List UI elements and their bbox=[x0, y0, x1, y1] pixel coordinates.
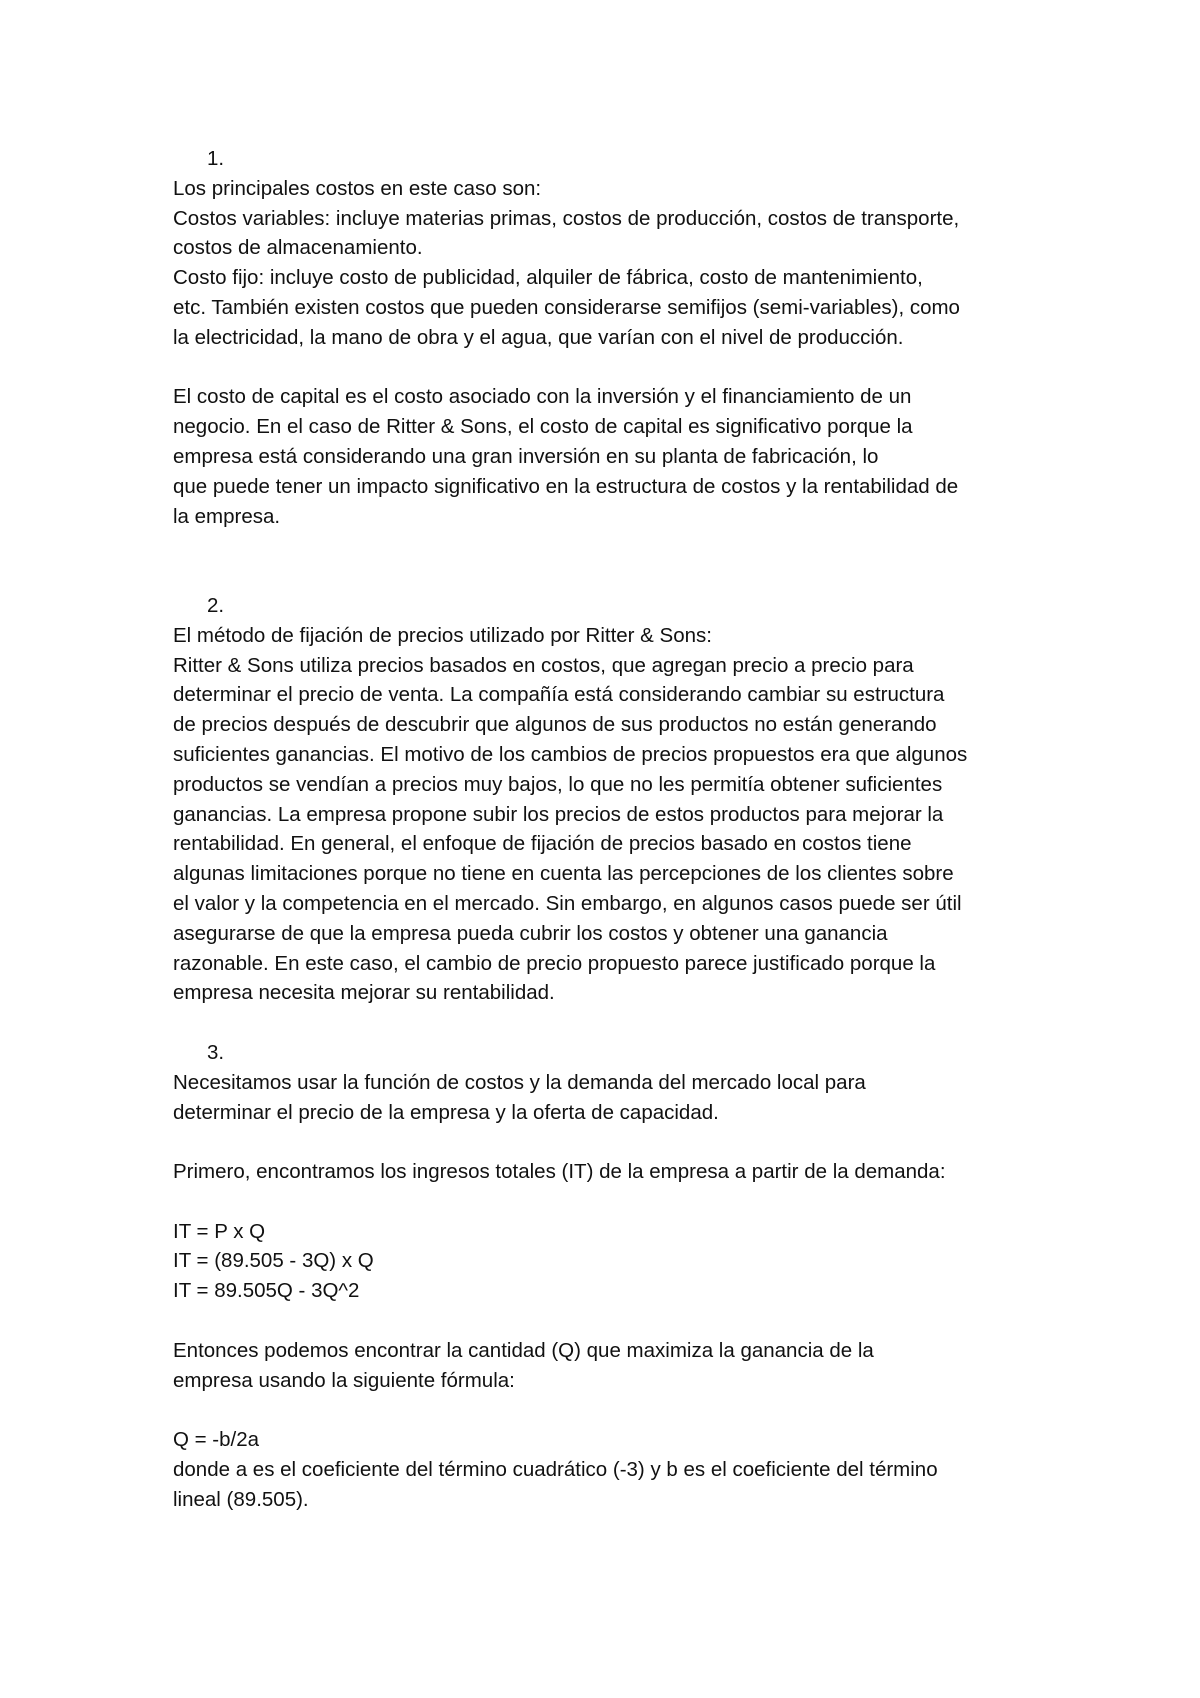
explanation-line: donde a es el coeficiente del término cuadrático (-3) y b es el coeficiente del término bbox=[173, 1458, 938, 1482]
capital-cost-paragraph-line: la empresa. bbox=[173, 504, 281, 528]
capital-cost-paragraph-line: negocio. En el caso de Ritter & Sons, el costo de capital es significativo porque la bbox=[173, 415, 913, 439]
section-2-line: razonable. En este caso, el cambio de precio propuesto parece justificado porque la bbox=[173, 951, 936, 975]
explanation-line: lineal (89.505). bbox=[173, 1487, 309, 1511]
capital-cost-paragraph-line: El costo de capital es el costo asociado con la inversión y el financiamiento de un bbox=[173, 385, 912, 409]
blank-line bbox=[173, 353, 1073, 383]
section-2-line: ganancias. La empresa propone subir los precios de estos productos para mejorar la bbox=[173, 802, 944, 826]
equation-line: IT = (89.505 - 3Q) x Q bbox=[173, 1249, 374, 1273]
document-body bbox=[173, 144, 1073, 1515]
section-2-line: el valor y la competencia en el mercado. Sin embargo, en algunos casos puede ser útil bbox=[173, 891, 962, 915]
section-2-line: suficientes ganancias. El motivo de los cambios de precios propuestos era que algunos bbox=[173, 742, 968, 766]
blank-line bbox=[173, 1395, 1073, 1425]
section-2-line: algunas limitaciones porque no tiene en cuenta las percepciones de los clientes sobre bbox=[173, 862, 954, 886]
section-3-step-1: Primero, encontramos los ingresos totales (IT) de la empresa a partir de la demanda: bbox=[173, 1160, 946, 1184]
section-2-number: 2. bbox=[207, 593, 225, 617]
blank-line bbox=[173, 1306, 1073, 1336]
section-3-number: 3. bbox=[207, 1040, 225, 1064]
section-1-line: Costo fijo: incluye costo de publicidad, alquiler de fábrica, costo de mantenimiento, bbox=[173, 266, 923, 290]
equation-line: IT = P x Q bbox=[173, 1219, 266, 1243]
section-1-number: 1. bbox=[207, 147, 225, 170]
section-2-line: asegurarse de que la empresa pueda cubrir los costos y obtener una ganancia bbox=[173, 921, 888, 945]
section-2-line: de precios después de descubrir que algunos de sus productos no están generando bbox=[173, 713, 937, 737]
section-1-line: la electricidad, la mano de obra y el agua, que varían con el nivel de producción. bbox=[173, 325, 904, 349]
section-2-line: rentabilidad. En general, el enfoque de fijación de precios basado en costos tiene bbox=[173, 832, 912, 856]
section-3-step-2-line: Entonces podemos encontrar la cantidad (Q) que maximiza la ganancia de la bbox=[173, 1338, 874, 1362]
capital-cost-paragraph-line: que puede tener un impacto significativo en la estructura de costos y la rentabilidad de bbox=[173, 474, 959, 498]
section-3-intro-line: determinar el precio de la empresa y la oferta de capacidad. bbox=[173, 1100, 719, 1124]
blank-line bbox=[173, 1127, 1073, 1157]
blank-lines bbox=[173, 531, 1073, 591]
section-2-line: empresa necesita mejorar su rentabilidad. bbox=[173, 981, 555, 1005]
section-2-line: determinar el precio de venta. La compañía está considerando cambiar su estructura bbox=[173, 683, 945, 707]
equation-line: IT = 89.505Q - 3Q^2 bbox=[173, 1279, 360, 1303]
section-2-line: productos se vendían a precios muy bajos, lo que no les permitía obtener suficientes bbox=[173, 772, 943, 796]
section-3-step-2-line: empresa usando la siguiente fórmula: bbox=[173, 1368, 515, 1392]
section-1-line: costos de almacenamiento. bbox=[173, 236, 423, 260]
blank-line bbox=[173, 1008, 1073, 1038]
section-1-line: Costos variables: incluye materias primas, costos de producción, costos de transporte, bbox=[173, 206, 960, 230]
section-1-line: Los principales costos en este caso son: bbox=[173, 176, 542, 200]
section-1-line: etc. También existen costos que pueden considerarse semifijos (semi-variables), como bbox=[173, 295, 960, 319]
section-2-line: El método de fijación de precios utilizado por Ritter & Sons: bbox=[173, 623, 712, 647]
capital-cost-paragraph-line: empresa está considerando una gran inversión en su planta de fabricación, lo bbox=[173, 444, 879, 468]
section-3-intro-line: Necesitamos usar la función de costos y la demanda del mercado local para bbox=[173, 1070, 866, 1094]
blank-line bbox=[173, 1187, 1073, 1217]
formula-line: Q = -b/2a bbox=[173, 1428, 260, 1452]
section-2-line: Ritter & Sons utiliza precios basados en costos, que agregan precio a precio para bbox=[173, 653, 914, 677]
